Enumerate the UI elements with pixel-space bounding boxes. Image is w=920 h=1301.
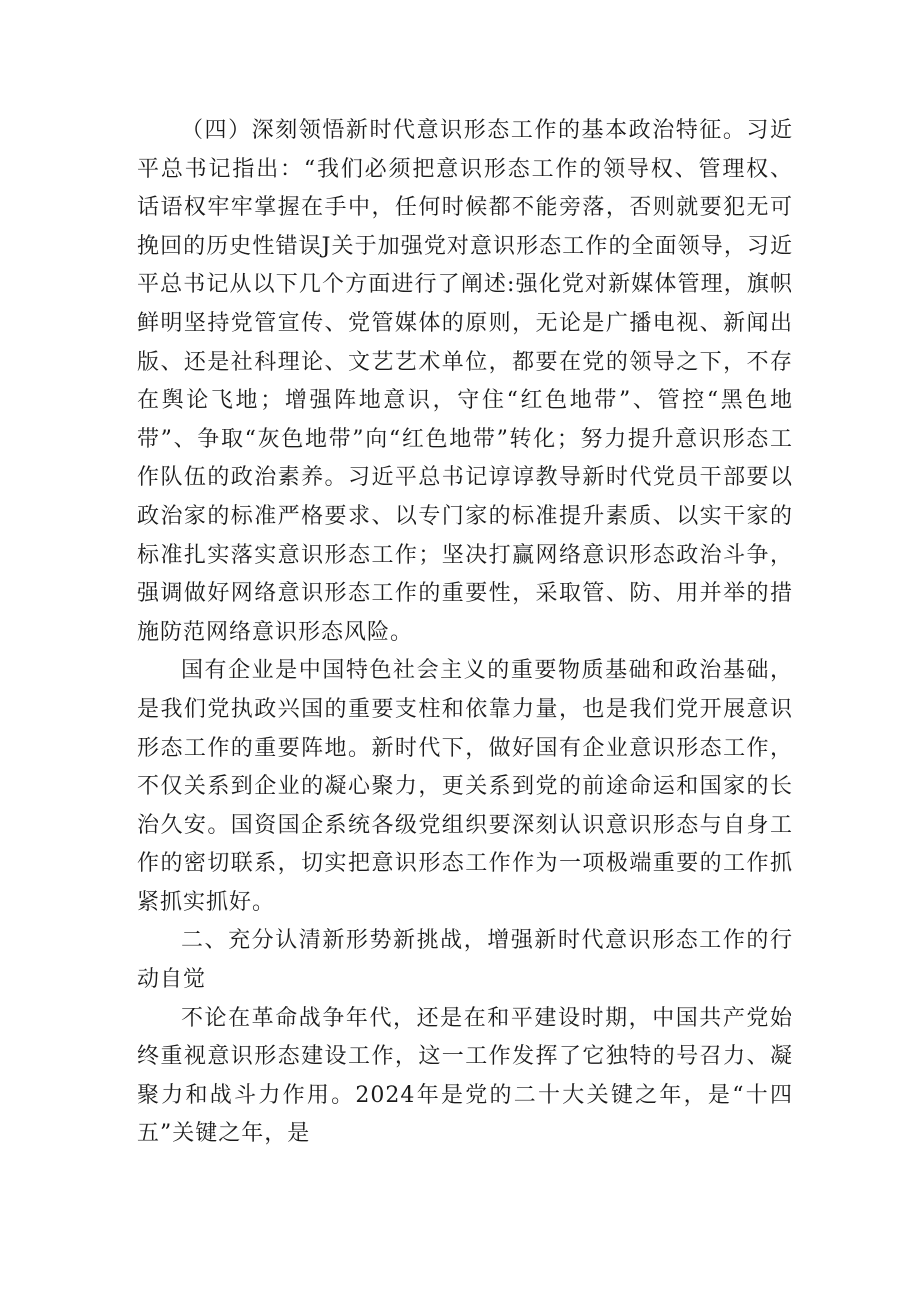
paragraph-state-enterprises: 国有企业是中国特色社会主义的重要物质基础和政治基础，是我们党执政兴国的重要支柱和依靠力量，也是我们党开展意识形态工作的重要阵地。新时代下，做好国有企业意识形态工作，不仅关系到企业的凝心聚力，更关系到党的前途命运和国家的长治久安。国资国企系统各级党组织要深刻认识意识形态与自身工作的密切联系，切实把意识形态工作作为一项极端重要的工作抓紧抓实抓好。 [137, 658, 793, 915]
paragraph-leadership-features: （四）深刻领悟新时代意识形态工作的基本政治特征。习近平总书记指出：“我们必须把意识形态工作的领导权、管理权、话语权牢牢掌握在手中，任何时候都不能旁落，否则就要犯无可挽回的历史性错误J关于加强党对意识形态工作的全面领导，习近平总书记从以下几个方面进行了阐述:强化党对新媒体管理，旗帜鲜明坚持党管宣传、党管媒体的原则，无论是广播电视、新闻出版、还是社科理论、文艺艺术单位，都要在党的领导之下，不存在舆论飞地；增强阵地意识，守住“红色地带”、管控“黑色地带”、争取“灰色地带”向“红色地带”转化；努力提升意识形态工作队伍的政治素养。习近平总书记谆谆教导新时代党员干部要以政治家的标准严格要求、以专门家的标准提升素质、以实干家的标准扎实落实意识形态工作；坚决打赢网络意识形态政治斗争，强调做好网络意识形态工作的重要性，采取管、防、用并举的措施防范网络意识形态风险。 [137, 118, 793, 645]
paragraph-history: 不论在革命战争年代，还是在和平建设时期，中国共产党始终重视意识形态建设工作，这一工作发挥了它独特的号召力、凝聚力和战斗力作用。2024年是党的二十大关键之年，是“十四五”关键之年，是 [137, 1005, 793, 1147]
section-heading-two: 二、充分认清新形势新挑战，增强新时代意识形态工作的行动自觉 [137, 928, 793, 993]
document-body [137, 112, 793, 1154]
